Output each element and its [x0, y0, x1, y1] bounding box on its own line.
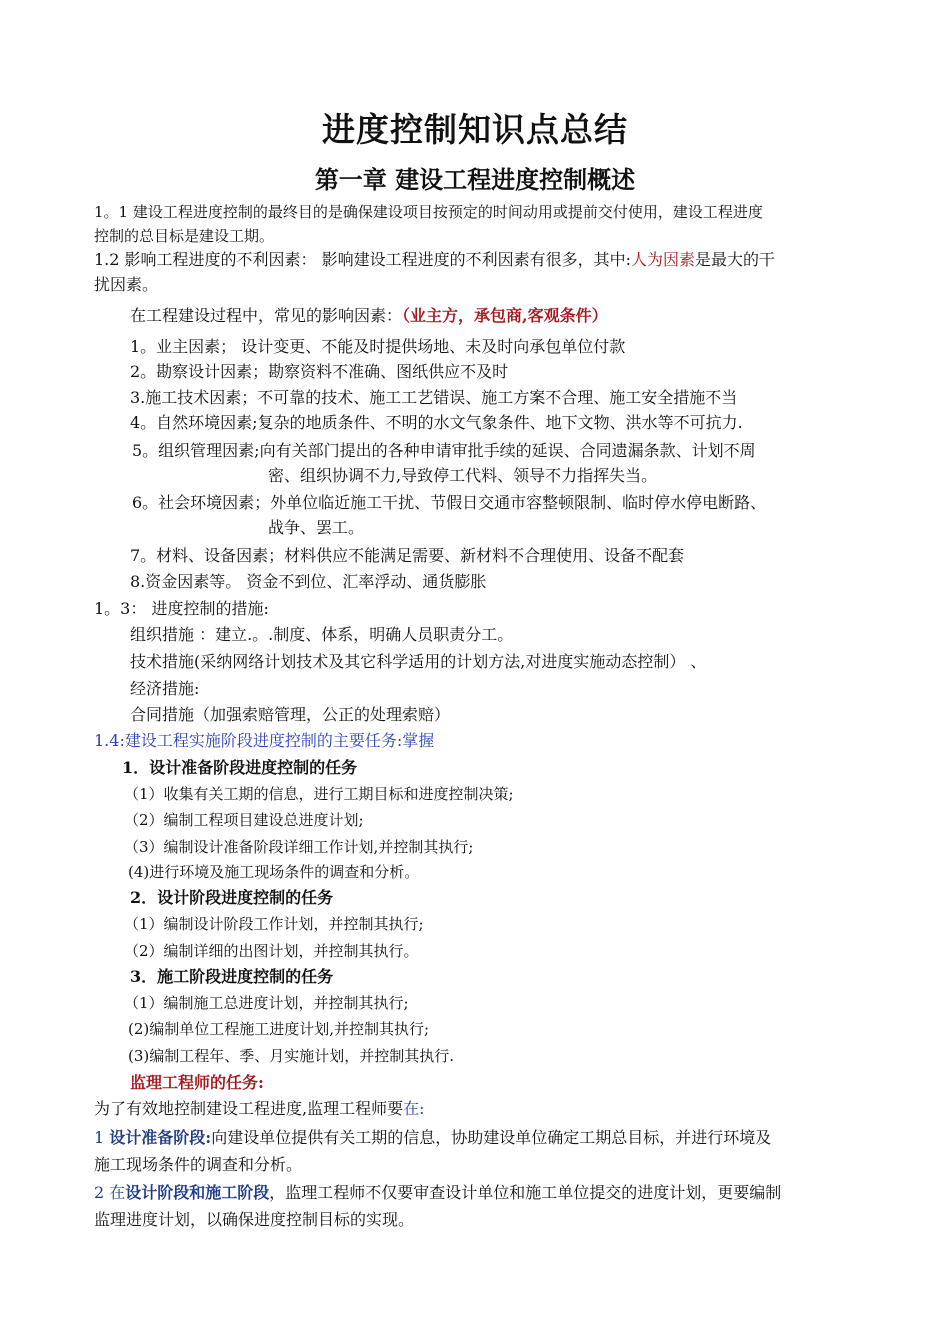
factor-item: 3.施工技术因素；不可靠的技术、施工工艺错误、施工方案不合理、施工安全措施不当	[130, 388, 738, 407]
factor-item: 2。勘察设计因素；勘察资料不准确、图纸供应不及时	[130, 362, 509, 381]
measure-item: 合同措施（加强索赔管理，公正的处理索赔）	[130, 705, 451, 724]
item-number: 1	[94, 1128, 110, 1147]
measure-item: 经济措施:	[130, 679, 200, 698]
measure-item: 组织措施 ：建立.。.制度、体系，明确人员职责分工。	[130, 625, 514, 644]
task-item: （1）编制施工总进度计划，并控制其执行;	[124, 994, 409, 1012]
section-1-1-line2: 控制的总目标是建设工期。	[94, 227, 275, 245]
supervisor-intro-highlight: 在:	[403, 1099, 425, 1118]
factors-intro-text: 在工程建设过程中，常见的影响因素：	[130, 306, 403, 325]
supervisor-heading: 监理工程师的任务:	[130, 1073, 264, 1092]
human-factor-highlight: 人为因素	[631, 250, 696, 269]
factor-item: 6。社会环境因素；外单位临近施工干扰、节假日交通市容整顿限制、临时停水停电断路、	[132, 493, 767, 512]
task-item: (3)编制工程年、季、月实施计划，并控制其执行.	[128, 1047, 455, 1065]
supervisor-item-1	[94, 1128, 771, 1148]
factors-intro-highlight: （业主方，承包商,客观条件）	[402, 306, 608, 325]
subsection-title: 3．施工阶段进度控制的任务	[130, 967, 334, 986]
factor-item: 8.资金因素等。 资金不到位、汇率浮动、通货膨胀	[130, 572, 487, 591]
section-1-2-suffix: 是最大的干	[695, 250, 776, 269]
factor-item-continuation: 战争、罢工。	[268, 518, 365, 537]
task-item: （2）编制详细的出图计划，并控制其执行。	[124, 942, 419, 960]
item-label: 设计阶段和施工阶段	[125, 1183, 270, 1202]
task-item: （1）编制设计阶段工作计划，并控制其执行;	[124, 915, 424, 933]
factor-item: 1。业主因素； 设计变更、不能及时提供场地、未及时向承包单位付款	[130, 337, 626, 356]
supervisor-item-2-line2: 监理进度计划，以确保进度控制目标的实现。	[94, 1210, 415, 1229]
task-item: (2)编制单位工程施工进度计划,并控制其执行;	[128, 1020, 430, 1038]
item-text: ，监理工程师不仅要审查设计单位和施工单位提交的进度计划，更要编制	[269, 1183, 782, 1202]
section-1-1-line1: 1。1 建设工程进度控制的最终目的是确保建设项目按预定的时间动用或提前交付使用，建设工程进度	[94, 203, 763, 221]
section-1-2-line2: 扰因素。	[94, 275, 159, 294]
task-item: （1）收集有关工期的信息，进行工期目标和进度控制决策;	[124, 785, 514, 803]
task-item: （3）编制设计准备阶段详细工作计划,并控制其执行;	[124, 838, 474, 856]
item-text: 向建设单位提供有关工期的信息，协助建设单位确定工期总目标，并进行环境及	[211, 1128, 772, 1147]
section-1-2-prefix: 1.2 影响工程进度的不利因素： 影响建设工程进度的不利因素有很多，其中:	[94, 250, 632, 269]
measure-item: 技术措施(采纳网络计划技术及其它科学适用的计划方法,对进度实施动态控制） 、	[130, 652, 707, 671]
supervisor-item-2	[94, 1183, 781, 1203]
factor-item-continuation: 密、组织协调不力,导致停工代料、领导不力指挥失当。	[268, 466, 658, 485]
section-1-4-heading: 1.4:建设工程实施阶段进度控制的主要任务:掌握	[94, 731, 435, 750]
document-title: 进度控制知识点总结	[322, 110, 628, 149]
item-label: 设计准备阶段:	[109, 1128, 212, 1147]
chapter-heading: 第一章 建设工程进度控制概述	[314, 165, 636, 194]
section-1-3-heading: 1。3： 进度控制的措施:	[94, 599, 269, 618]
section-1-2-line1	[94, 250, 775, 270]
subsection-title: 1．设计准备阶段进度控制的任务	[122, 758, 358, 777]
task-item: (4)进行环境及施工现场条件的调查和分析。	[128, 863, 420, 881]
item-number: 2	[94, 1183, 110, 1202]
factor-item: 7。材料、设备因素；材料供应不能满足需要、新材料不合理使用、设备不配套	[130, 546, 685, 565]
factors-intro	[130, 306, 608, 326]
supervisor-item-1-line2: 施工现场条件的调查和分析。	[94, 1155, 303, 1174]
factor-item: 5。组织管理因素;向有关部门提出的各种申请审批手续的延误、合同遗漏条款、计划不周	[132, 441, 756, 460]
item-label-prefix: 在	[109, 1183, 126, 1202]
subsection-title: 2．设计阶段进度控制的任务	[130, 888, 334, 907]
factor-item: 4。自然环境因素;复杂的地质条件、不明的水文气象条件、地下文物、洪水等不可抗力.	[130, 413, 743, 432]
supervisor-intro	[94, 1099, 425, 1119]
task-item: （2）编制工程项目建设总进度计划;	[124, 811, 364, 829]
supervisor-intro-text: 为了有效地控制建设工程进度,监理工程师要	[94, 1099, 404, 1118]
